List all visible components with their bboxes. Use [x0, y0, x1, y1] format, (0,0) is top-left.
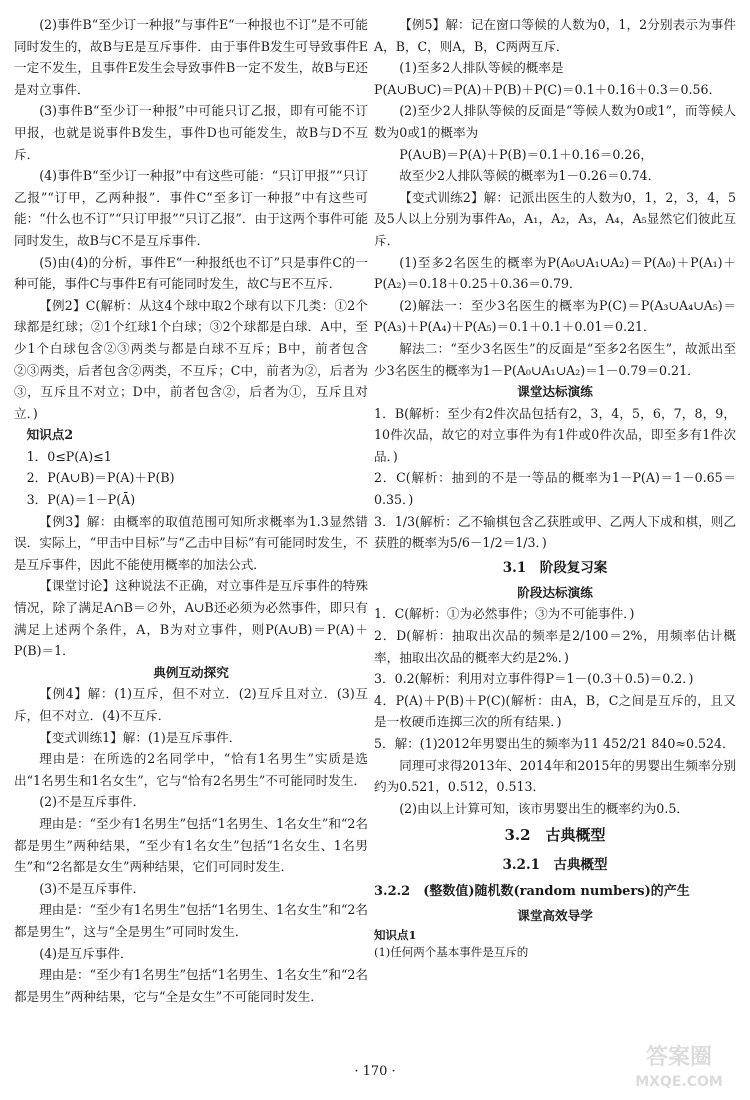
right-paragraph: P(A∪B)＝P(A)＋P(B)＝0.1＋0.16＝0.26， [399, 146, 654, 162]
left-paragraph: 理由是：在所选的2名同学中，“恰有1名男生”实质是选出“1名男生和1名女生”，它与“恰有2名男生”不可能同时发生． [14, 751, 368, 788]
right-paragraph: 5．解：(1)2012年男婴出生的频率为11 452/21 840≈0.524． [374, 736, 735, 751]
left-paragraph: 【变式训练1】解：(1)是互斥事件． [39, 729, 242, 745]
right-paragraph: 课堂高效导学 [517, 908, 593, 924]
left-paragraph: 理由是：“至少有1名男生”包括“1名男生、1名女生”和“2名都是男生”，这与“全是男生”可同时发生． [14, 902, 368, 939]
left-paragraph: 1．0≤P(A)≤1 [26, 448, 112, 464]
right-paragraph: (2)至少2人排队等候的反面是“等候人数为0或1”，而等候人数为0或1的概率为 [374, 103, 736, 140]
left-paragraph: 【例4】解：(1)互斥，但不对立．(2)互斥且对立．(3)互斥，但不对立．(4)不互斥． [14, 686, 368, 723]
right-paragraph: (2)由以上计算可知，该市男婴出生的概率约为0.5． [399, 800, 689, 816]
left-paragraph: 理由是：“至少有1名男生”包括“1名男生、1名女生”和“2名都是男生”两种结果，它与“全是女生”不可能同时发生． [14, 967, 368, 1004]
right-paragraph: 阶段达标演练 [517, 584, 593, 600]
right-paragraph: P(A∪B∪C)＝P(A)＋P(B)＋P(C)＝0.1＋0.16＋0.3＝0.56． [374, 81, 722, 97]
right-paragraph: 1．C(解析：①为必然事件；③为不可能事件．) [374, 606, 635, 622]
svg-text:MXQE.COM: MXQE.COM [635, 1074, 723, 1090]
left-paragraph: (5)由(4)的分析，事件E“一种报纸也不订”只是事件C的一种可能，事件C与事件E有可能同时发生，故C与E不互斥． [14, 254, 368, 292]
left-column [14, 14, 368, 1007]
right-paragraph: 【变式训练2】解：记派出医生的人数为0，1，2，3，4，5及5人以上分别为事件A₀，A₁，A₂，A₃，A₄，A₅显然它们彼此互斥． [374, 189, 736, 248]
left-paragraph: 2．P(A∪B)＝P(A)＋P(B) [26, 470, 175, 486]
right-paragraph: 同理可求得2013年、2014年和2015年的男婴出生频率分别约为0.521，0.512，0.513． [374, 757, 736, 795]
right-paragraph: 3.1 阶段复习案 [502, 559, 608, 576]
left-paragraph: 【例3】解：由概率的取值范围可知所求概率为1.3显然错误．实际上，“甲击中目标”与“乙击中目标”有可能同时发生，不是互斥事件，因此不能使用概率的加法公式． [14, 513, 368, 572]
left-paragraph: (2)不是互斥事件． [39, 794, 146, 810]
page-number: · 170 · [354, 1064, 396, 1079]
left-paragraph: 理由是：“至少有1名男生”包括“1名男生、1名女生”和“2名都是男生”两种结果，“至少有1名女生”包括“1名女生、1名男生”和“2名都是女生”两种结果，它们可同时发生． [14, 815, 368, 875]
right-paragraph: 故至少2人排队等候的概率为1－0.26＝0.74． [399, 168, 661, 184]
right-paragraph: 2．D(解析：抽取出次品的频率是2/100＝2%，用频率估计概率，抽取出次品的概率大约是2%．) [374, 628, 736, 665]
right-paragraph: 课堂达标演练 [517, 384, 593, 400]
left-paragraph: 典例互动探究 [153, 664, 229, 680]
right-paragraph: (1)至多2人排队等候的概率是 [399, 60, 564, 76]
right-paragraph: 2．C(解析：抽到的不是一等品的概率为1－P(A)＝1－0.65＝0.35．) [374, 470, 736, 508]
right-paragraph: 3.2 古典概型 [504, 826, 606, 845]
right-column [374, 14, 736, 961]
right-paragraph: 3．1/3(解析：乙不输棋包含乙获胜或甲、乙两人下成和棋，则乙获胜的概率为5/6－1/2＝1/3．) [374, 513, 736, 551]
left-paragraph: 3．P(A)＝1－P(Ā) [26, 492, 136, 508]
right-paragraph: 知识点1 [374, 927, 417, 942]
left-paragraph: (3)不是互斥事件． [39, 880, 146, 896]
right-paragraph: 3.2.2 (整数值)随机数(random numbers)的产生 [374, 884, 690, 900]
left-paragraph: 知识点2 [26, 427, 74, 443]
left-paragraph: 【课堂讨论】这种说法不正确，对立事件是互斥事件的特殊情况，除了满足A∩B＝∅外，A∪B还必须为必然事件，即只有满足上述两个条件，A，B为对立事件，则P(A∪B)＝P(A)＋P(B)＝1． [14, 578, 368, 659]
right-paragraph: 1．B(解析：至少有2件次品包括有2，3，4，5，6，7，8，9，10件次品，故它的对立事件为有1件或0件次品，即至多有1件次品．) [374, 405, 736, 464]
right-paragraph: 解法二：“至少3名医生”的反面是“至多2名医生”，故派出至少3名医生的概率为1－P(A₀∪A₁∪A₂)＝1－0.79＝0.21． [374, 340, 736, 378]
right-paragraph: (1)至多2名医生的概率为P(A₀∪A₁∪A₂)＝P(A₀)＋P(A₁)＋P(A₂)＝0.18＋0.25＋0.36＝0.79． [374, 254, 736, 292]
right-paragraph: 3．0.2(解析：利用对立事件得P＝1－(0.3＋0.5)＝0.2．) [374, 671, 694, 687]
left-paragraph: 【例2】C(解析：从这4个球中取2个球有以下几类：①2个球都是红球；②1个红球1个白球；③2个球都是白球．A中，至少1个白球包含②③两类与都是白球不互斥；B中，前者包含②③两类，后者包含②两类，不互斥；C中，前者为②，后者为③，互斥且不对立；D中，前者包含②，后者为①，互斥且对立．) [14, 297, 368, 421]
left-paragraph: (2)事件B“至少订一种报”与事件E“一种报也不订”是不可能同时发生的，故B与E是互斥事件．由于事件B发生可导致事件E一定不发生，且事件E发生会导致事件B一定不发生，故B与E还是对立事件． [14, 17, 368, 97]
right-paragraph: (2)解法一：至少3名医生的概率为P(C)＝P(A₃∪A₄∪A₅)＝P(A₃)＋P(A₄)＋P(A₅)＝0.1＋0.1＋0.01＝0.21． [374, 297, 736, 335]
watermark-logo [620, 1040, 738, 1092]
left-paragraph: (4)是互斥事件． [39, 945, 133, 961]
left-paragraph: (3)事件B“至少订一种报”中可能只订乙报，即有可能不订甲报，也就是说事件B发生，事件D也可能发生，故B与D不互斥． [14, 103, 368, 162]
right-paragraph: (1)任何两个基本事件是互斥的 [374, 944, 529, 959]
svg-text:答案圈: 答案圈 [645, 1045, 713, 1070]
right-paragraph: 【例5】解：记在窗口等候的人数为0，1，2分别表示为事件A，B，C，则A，B，C两两互斥． [374, 17, 736, 54]
right-paragraph: 3.2.1 古典概型 [502, 857, 608, 874]
left-paragraph: (4)事件B“至少订一种报”中有这些可能：“只订甲报”“只订乙报”“订甲，乙两种报”．事件C“至多订一种报”中有这些可能：“什么也不订”“只订甲报”“只订乙报”．由于这两个事件可能同时发生，故B与C不是互斥事件． [14, 168, 368, 248]
right-paragraph: 4．P(A)＋P(B)＋P(C)(解析：由A，B，C之间是互斥的，且又是一枚硬币连掷三次的所有结果．) [374, 692, 736, 730]
